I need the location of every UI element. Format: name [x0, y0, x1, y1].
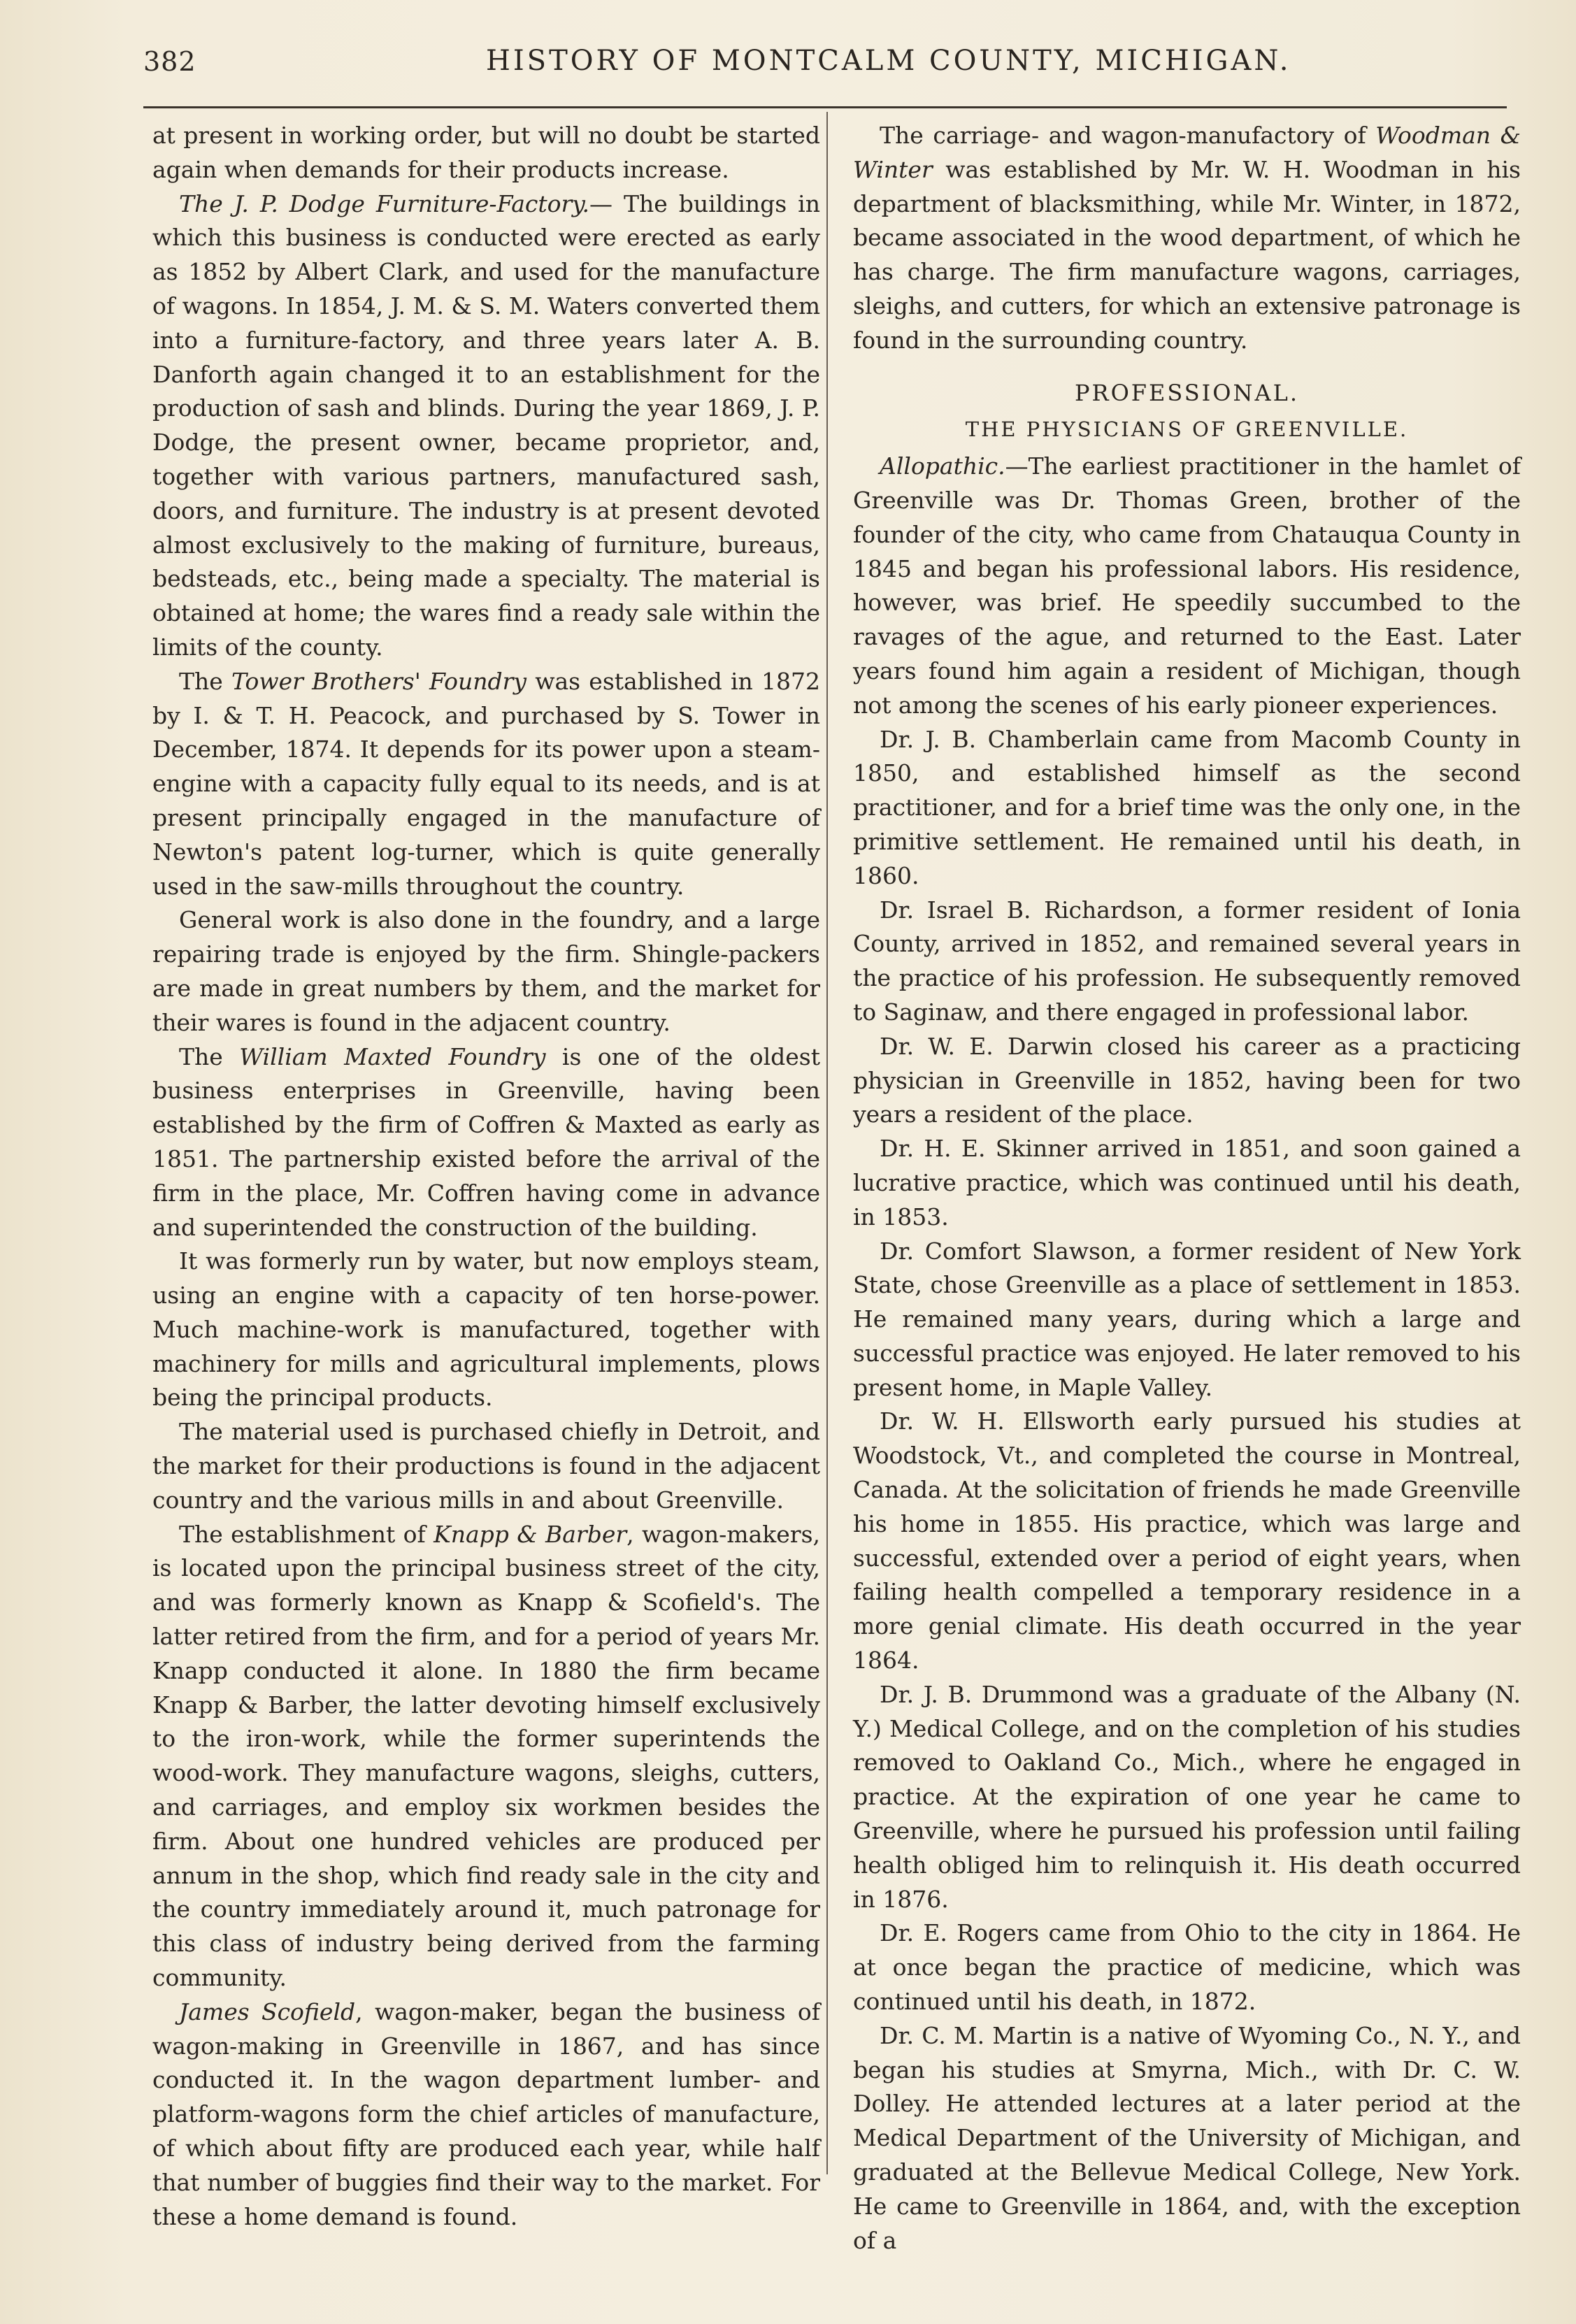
- header-rule: [143, 106, 1507, 108]
- paragraph: [853, 450, 1521, 722]
- paragraph: Dr. C. M. Martin is a native of Wyoming Co., N. Y., and began his studies at Smyrna, Mich., with Dr. C. W. Dolley. He attended lectures at a later period at the Medical Department of the University of Michigan, and graduated at the Bellevue Medical College, New York. He came to Greenville in 1864, and, with the exception of a: [853, 2021, 1521, 2254]
- paragraph-text: The establishment of: [179, 1520, 434, 1548]
- paragraph-title: Allopathic.: [880, 452, 1005, 480]
- paragraph: [152, 1040, 820, 1245]
- page-header: [143, 39, 1472, 88]
- paragraph: It was formerly run by water, but now employs steam, using an engine with a capacity of ten horse-power. Much machine-work is manufactured, together with machinery for mills and agricultural implements, plows being the principal products.: [152, 1247, 820, 1412]
- paragraph-text: was established in 1872 by I. & T. H. Peacock, and purchased by S. Tower in December, 1874. It depends for its power upon a steam-engine with a capacity fully equal to its needs, and is at present principally engaged in the manufacture of Newton's patent log-turner, which is quite generally used in the saw-mills throughout the country.: [152, 667, 820, 900]
- paragraph-text: —The earliest practitioner in the hamlet of Greenville was Dr. Thomas Green, brother of the founder of the city, who came from Chatauqua County in 1845 and began his professional labors. His residence, however, was brief. He speedily succumbed to the ravages of the ague, and returned to the East. Later years found him again a resident of Michigan, though not among the scenes of his early pioneer experiences.: [853, 452, 1521, 719]
- paragraph: Dr. W. E. Darwin closed his career as a practicing physician in Greenville in 1852, having been for two years a resident of the place.: [853, 1032, 1521, 1128]
- paragraph: [152, 665, 820, 904]
- running-head: HISTORY OF MONTCALM COUNTY, MICHIGAN.: [486, 45, 1291, 77]
- subsection-title: THE PHYSICIANS OF GREENVILLE.: [965, 417, 1409, 442]
- paragraph-text: was established by Mr. W. H. Woodman in his department of blacksmithing, while Mr. Winter, in 1872, became associated in the wood department, of which he has charge. The firm manufacture wagons, carriages, sleighs, and cutters, for which an extensive patronage is found in the surrounding country.: [853, 155, 1521, 354]
- paragraph-title: James Scofield: [179, 1997, 356, 2025]
- paragraph: Dr. E. Rogers came from Ohio to the city in 1864. He at once began the practice of medicine, which was continued until his death, in 1872.: [853, 1919, 1521, 2016]
- paragraph: Dr. J. B. Drummond was a graduate of the Albany (N. Y.) Medical College, and on the completion of his studies removed to Oakland Co., Mich., where he engaged in practice. At the expiration of one year he came to Greenville, where he pursued his profession until failing health obliged him to relinquish it. His death occurred in 1876.: [853, 1680, 1521, 1913]
- paragraph-title: Knapp & Barber: [434, 1520, 627, 1548]
- paragraph-text: The: [179, 667, 232, 695]
- paragraph-text: The: [179, 1042, 240, 1070]
- paragraph: Dr. W. H. Ellsworth early pursued his studies at Woodstock, Vt., and completed the course in Montreal, Canada. At the solicitation of friends he made Greenville his home in 1855. His practice, which was large and successful, extended over a period of eight years, when failing health compelled a temporary residence in a more genial climate. His death occurred in the year 1864.: [853, 1407, 1521, 1674]
- paragraph-text: The carriage- and wagon-manufactory of: [880, 122, 1376, 149]
- paragraph: General work is also done in the foundry, and a large repairing trade is enjoyed by the firm. Shingle-packers are made in great numbers by them, and the market for their wares is found in the adjacent country.: [152, 906, 820, 1036]
- paragraph: [152, 1995, 820, 2235]
- paragraph-text: is one of the oldest business enterprises in Greenville, having been established by the firm of Coffren & Maxted as early as 1851. The partnership existed before the arrival of the firm in the place, Mr. Coffren having come in advance and superintended the construction of the building.: [152, 1042, 820, 1241]
- paragraph: [152, 187, 820, 665]
- paragraph: at present in working order, but will no doubt be started again when demands for their products increase.: [152, 122, 820, 183]
- paragraph-title: William Maxted Foundry: [239, 1042, 546, 1070]
- paragraph-text: , wagon-maker, began the business of wagon-making in Greenville in 1867, and has since conducted it. In the wagon department lumber- and platform-wagons form the chief articles of manufacture, of which about fifty are produced each year, while half that number of buggies find their way to the market. For these a home demand is found.: [152, 1997, 820, 2230]
- paragraph: Dr. H. E. Skinner arrived in 1851, and soon gained a lucrative practice, which was continued until his death, in 1853.: [853, 1135, 1521, 1231]
- right-column: [853, 119, 1521, 2258]
- paragraph-title: Woodman & Winter: [853, 122, 1521, 183]
- section-title: PROFESSIONAL.: [1074, 379, 1300, 406]
- paragraph-title: Tower Brothers' Foundry: [231, 667, 527, 695]
- page-number: 382: [143, 46, 196, 77]
- paragraph: Dr. J. B. Chamberlain came from Macomb County in 1850, and established himself as the second practitioner, and for a brief time was the only one, in the primitive settlement. He remained until his death, in 1860.: [853, 725, 1521, 889]
- column-divider: [826, 112, 828, 2174]
- paragraph-text: , wagon-makers, is located upon the principal business street of the city, and was formerly known as Knapp & Scofield's. The latter retired from the firm, and for a period of years Mr. Knapp conducted it alone. In 1880 the firm became Knapp & Barber, the latter devoting himself exclusively to the iron-work, while the former superintends the wood-work. They manufacture wagons, sleighs, cutters, and carriages, and employ six workmen besides the firm. About one hundred vehicles are produced per annum in the shop, which find ready sale in the city and the country immediately around it, much patronage for this class of industry being derived from the farming community.: [152, 1520, 820, 1992]
- paragraph: Dr. Comfort Slawson, a former resident of New York State, chose Greenville as a place of settlement in 1853. He remained many years, during which a large and successful practice was enjoyed. He later removed to his present home, in Maple Valley.: [853, 1237, 1521, 1401]
- paragraph: [853, 119, 1521, 358]
- paragraph: Dr. Israel B. Richardson, a former resident of Ionia County, arrived in 1852, and remained several years in the practice of his profession. He subsequently removed to Saginaw, and there engaged in professional labor.: [853, 896, 1521, 1026]
- paragraph-title: The J. P. Dodge Furniture-Factory.: [179, 189, 590, 217]
- paragraph: [152, 1518, 820, 1995]
- left-column: [152, 119, 820, 2234]
- paragraph-text: — The buildings in which this business is conducted were erected as early as 1852 by Albert Clark, and used for the manufacture of wagons. In 1854, J. M. & S. M. Waters converted them into a furniture-factory, and three years later A. B. Danforth again changed it to an establishment for the production of sash and blinds. During the year 1869, J. P. Dodge, the present owner, became proprietor, and, together with various partners, manufactured sash, doors, and furniture. The industry is at present devoted almost exclusively to the making of furniture, bureaus, bedsteads, etc., being made a specialty. The material is obtained at home; the wares find a ready sale within the limits of the county.: [152, 189, 820, 661]
- paragraph: The material used is purchased chiefly in Detroit, and the market for their productions is found in the adjacent country and the various mills in and about Greenville.: [152, 1418, 820, 1514]
